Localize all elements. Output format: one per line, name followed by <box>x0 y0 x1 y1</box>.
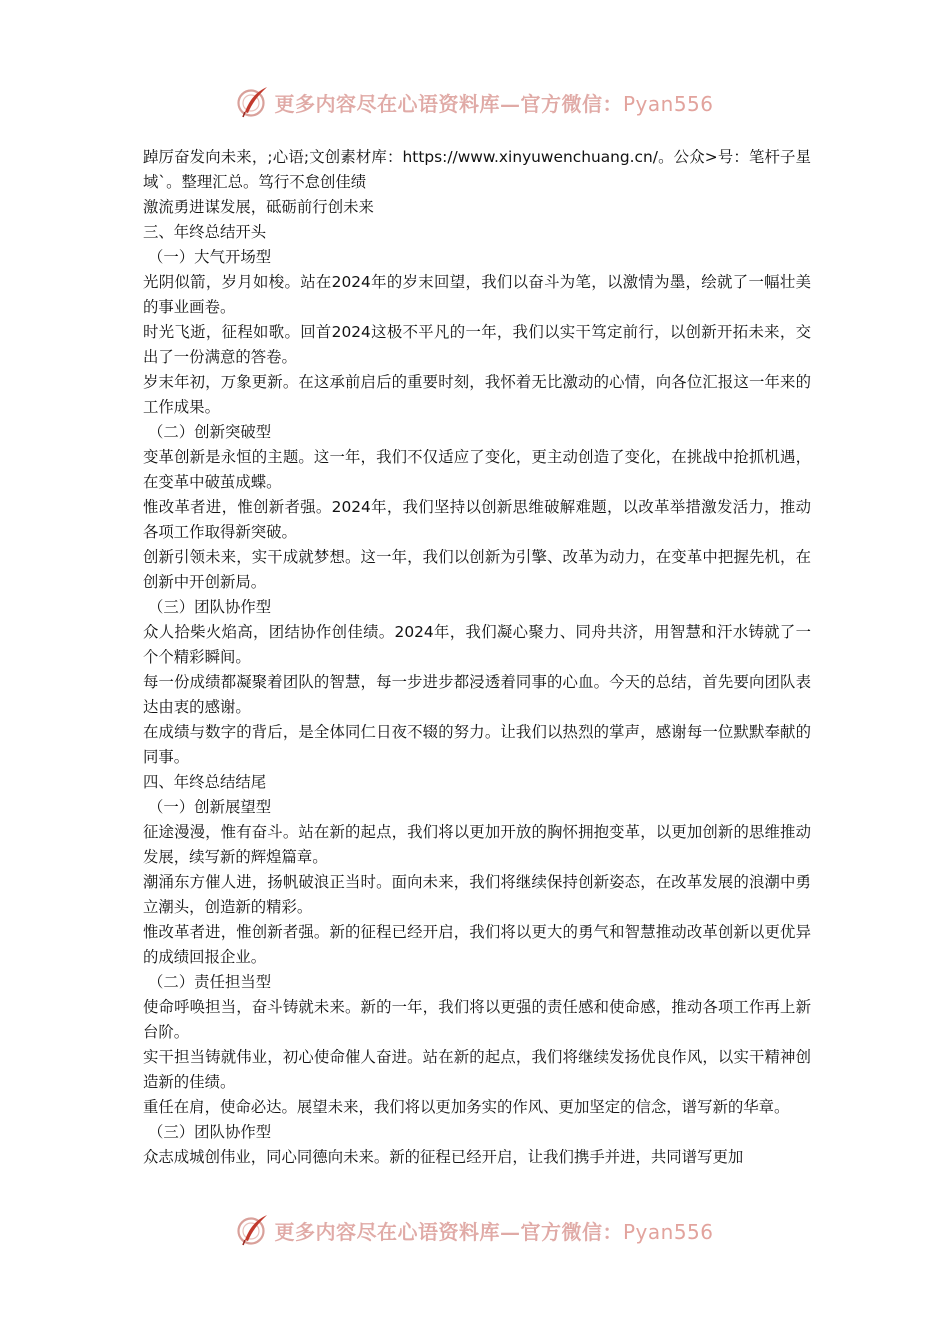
document-body <box>143 145 811 1170</box>
subsection-heading: （二）创新突破型 <box>148 423 272 441</box>
body-paragraph: 惟改革者进，惟创新者强。2024年，我们坚持以创新思维破解难题，以改革举措激发活力，推动各项工作取得新突破。 <box>143 498 811 541</box>
subsection-heading: （一）大气开场型 <box>148 248 272 266</box>
body-paragraph: 使命呼唤担当，奋斗铸就未来。新的一年，我们将以更强的责任感和使命感，推动各项工作再上新台阶。 <box>143 998 811 1041</box>
header-banner <box>0 82 950 122</box>
subsection-heading: （三）团队协作型 <box>148 1123 272 1141</box>
body-paragraph: 众志成城创伟业，同心同德向未来。新的征程已经开启，让我们携手并进，共同谱写更加 <box>143 1148 744 1166</box>
body-paragraph: 每一份成绩都凝聚着团队的智慧，每一步进步都浸透着同事的心血。今天的总结，首先要向团队表达由衷的感谢。 <box>143 673 811 716</box>
quill-logo-icon <box>236 85 270 119</box>
header-banner-text: 更多内容尽在心语资料库—官方微信：Pyan556 <box>274 91 714 116</box>
body-paragraph: 光阴似箭，岁月如梭。站在2024年的岁末回望，我们以奋斗为笔，以激情为墨，绘就了一幅壮美的事业画卷。 <box>143 273 811 316</box>
section-heading: 四、年终总结结尾 <box>143 773 267 791</box>
body-paragraph: 惟改革者进，惟创新者强。新的征程已经开启，我们将以更大的勇气和智慧推动改革创新以更优异的成绩回报企业。 <box>143 923 811 966</box>
body-paragraph: 在成绩与数字的背后，是全体同仁日夜不辍的努力。让我们以热烈的掌声，感谢每一位默默奉献的同事。 <box>143 723 811 766</box>
body-paragraph: 实干担当铸就伟业，初心使命催人奋进。站在新的起点，我们将继续发扬优良作风，以实干精神创造新的佳绩。 <box>143 1048 811 1091</box>
subsection-heading: （三）团队协作型 <box>148 598 272 616</box>
body-paragraph: 征途漫漫，惟有奋斗。站在新的起点，我们将以更加开放的胸怀拥抱变革，以更加创新的思维推动发展，续写新的辉煌篇章。 <box>143 823 811 866</box>
body-paragraph: 创新引领未来，实干成就梦想。这一年，我们以创新为引擎、改革为动力，在变革中把握先机，在创新中开创新局。 <box>143 548 811 591</box>
footer-banner <box>0 1210 950 1250</box>
body-paragraph: 变革创新是永恒的主题。这一年，我们不仅适应了变化，更主动创造了变化，在挑战中抢抓机遇，在变革中破茧成蝶。 <box>143 448 811 491</box>
body-paragraph: 重任在肩，使命必达。展望未来，我们将以更加务实的作风、更加坚定的信念，谱写新的华章。 <box>143 1098 790 1116</box>
body-paragraph: 潮涌东方催人进，扬帆破浪正当时。面向未来，我们将继续保持创新姿态，在改革发展的浪潮中勇立潮头，创造新的精彩。 <box>143 873 811 916</box>
body-paragraph: 岁末年初，万象更新。在这承前启后的重要时刻，我怀着无比激动的心情，向各位汇报这一年来的工作成果。 <box>143 373 811 416</box>
section-heading: 三、年终总结开头 <box>143 223 267 241</box>
body-paragraph: 踔厉奋发向未来，;心语;文创素材库：https://www.xinyuwenchuang.cn/。公众>号：笔杆子星域`。整理汇总。笃行不怠创佳绩 <box>143 148 811 191</box>
subsection-heading: （一）创新展望型 <box>148 798 272 816</box>
body-paragraph: 激流勇进谋发展，砥砺前行创未来 <box>143 198 374 216</box>
body-paragraph: 众人拾柴火焰高，团结协作创佳绩。2024年，我们凝心聚力、同舟共济，用智慧和汗水铸就了一个个精彩瞬间。 <box>143 623 811 666</box>
quill-logo-icon <box>236 1213 270 1247</box>
footer-banner-text: 更多内容尽在心语资料库—官方微信：Pyan556 <box>274 1219 714 1244</box>
subsection-heading: （二）责任担当型 <box>148 973 272 991</box>
body-paragraph: 时光飞逝，征程如歌。回首2024这极不平凡的一年，我们以实干笃定前行，以创新开拓未来，交出了一份满意的答卷。 <box>143 323 811 366</box>
